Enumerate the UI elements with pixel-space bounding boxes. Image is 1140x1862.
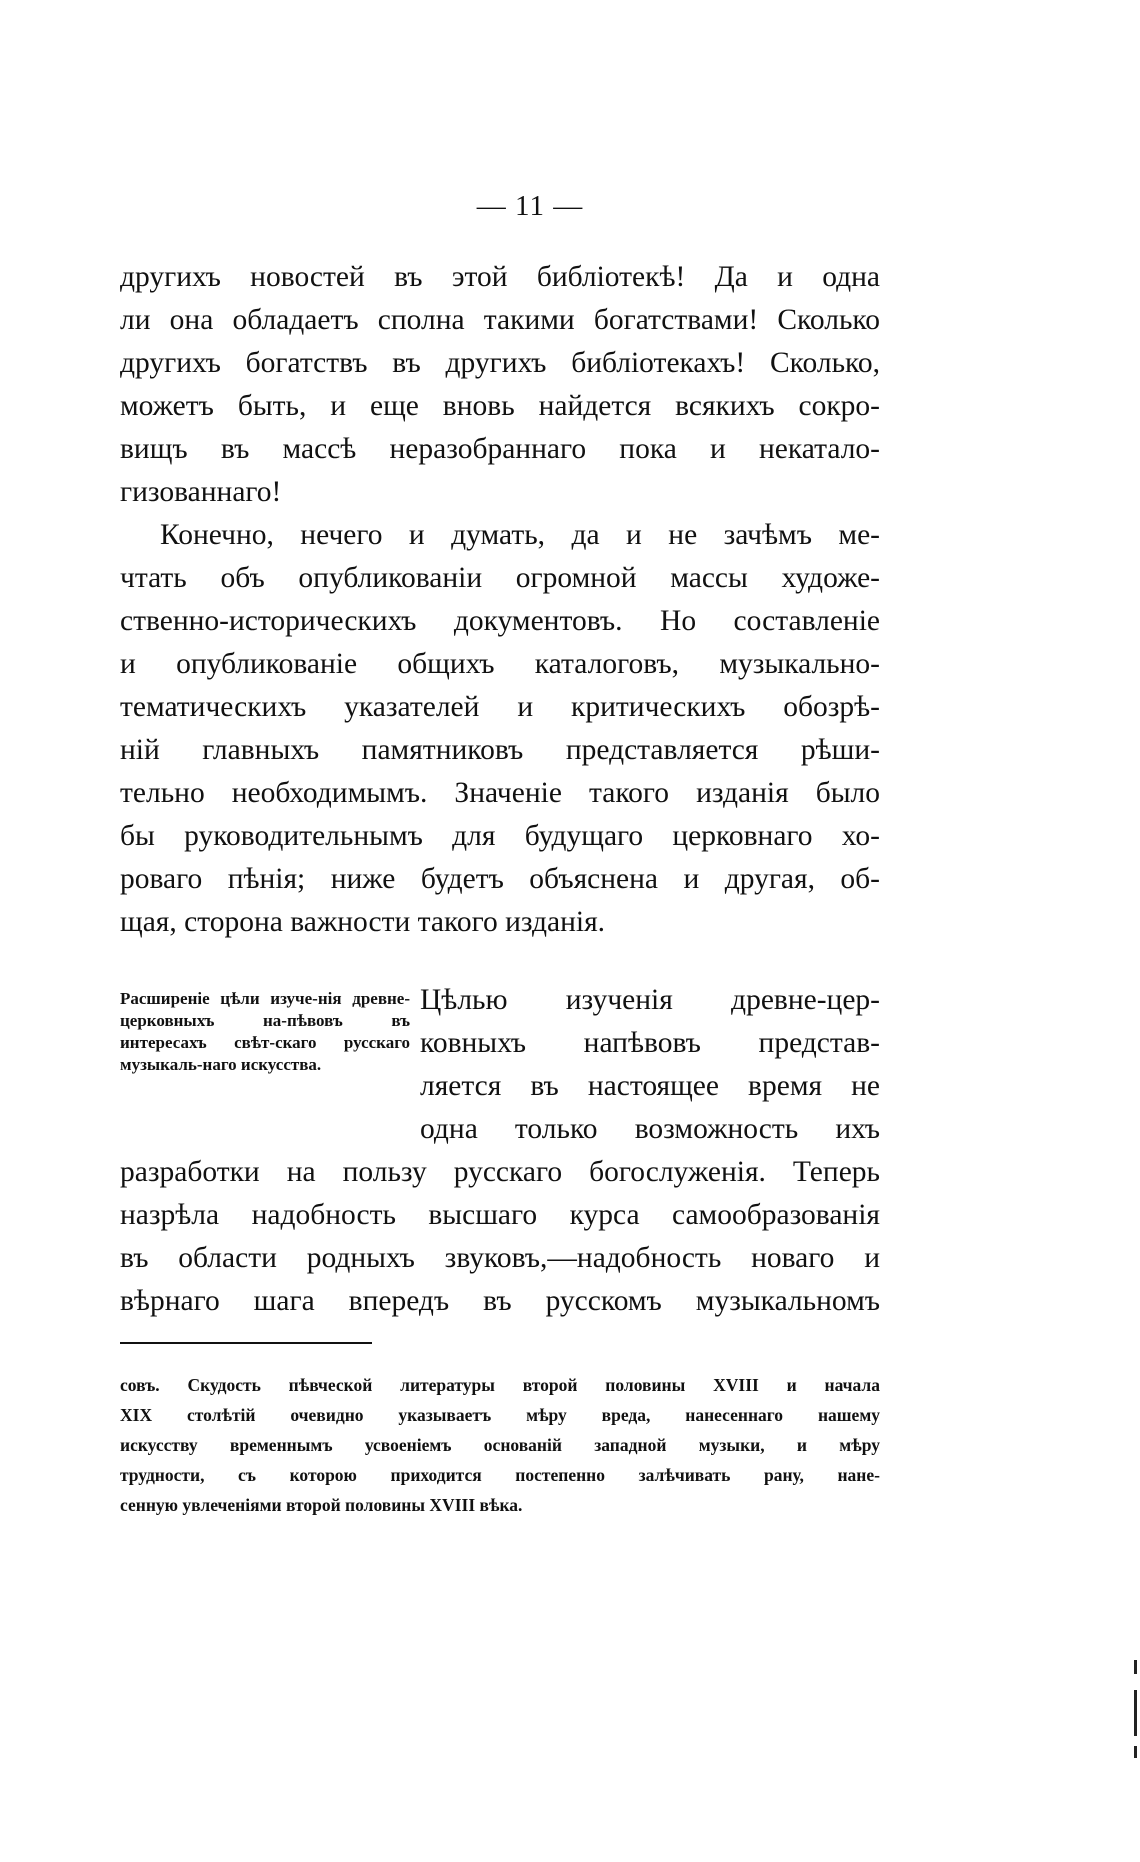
paragraph-1-line: можетъ быть, и еще вновь найдется всякихъ сокро- xyxy=(120,390,880,422)
paragraph-1-line: другихъ богатствъ въ другихъ библіотекахъ! Сколько, xyxy=(120,347,880,379)
footnote-line: XIX столѣтій очевидно указываетъ мѣру вреда, нанесеннаго нашему xyxy=(120,1405,880,1425)
paragraph-2-line: чтать объ опубликованіи огромной массы художе- xyxy=(120,562,880,594)
paragraph-2-line: ній главныхъ памятниковъ представляется рѣши- xyxy=(120,734,880,766)
paragraph-2-line: и опубликованіе общихъ каталоговъ, музыкально- xyxy=(120,648,880,680)
page-number: — 11 — xyxy=(476,190,584,222)
footnote-line: совъ. Скудость пѣвческой литературы второй половины XVIII и начала xyxy=(120,1375,880,1395)
paragraph-1-line: вищъ въ массѣ неразобраннаго пока и некатало- xyxy=(120,433,880,465)
paragraph-1-line: ли она обладаетъ сполна такими богатствами! Сколько xyxy=(120,304,880,336)
paragraph-2-line: бы руководительнымъ для будущаго церковнаго хо- xyxy=(120,820,880,852)
paragraph-2-line: щая, сторона важности такого изданія. xyxy=(120,906,606,938)
paragraph-2-line: тельно необходимымъ. Значеніе такого изданія было xyxy=(120,777,880,809)
paragraph-3-line: ковныхъ напѣвовъ представ- xyxy=(420,1027,880,1059)
paragraph-2-line: роваго пѣнія; ниже будетъ объяснена и другая, об- xyxy=(120,863,880,895)
paragraph-1-line: гизованнаго! xyxy=(120,476,282,508)
scan-edge-mark xyxy=(1134,1660,1137,1674)
scan-edge-mark xyxy=(1134,1746,1137,1758)
footnote-line: искусству временнымъ усвоеніемъ основаній западной музыки, и мѣру xyxy=(120,1435,880,1455)
paragraph-1-line: другихъ новостей въ этой библіотекѣ! Да и одна xyxy=(120,261,880,293)
footnote-line: сенную увлеченіями второй половины XVIII вѣка. xyxy=(120,1495,523,1515)
paragraph-3-line: ляется въ настоящее время не xyxy=(420,1070,880,1102)
paragraph-2-line: тематическихъ указателей и критическихъ обозрѣ- xyxy=(120,691,880,723)
paragraph-3-line: Цѣлью изученія древне-цер- xyxy=(420,984,880,1016)
paragraph-3-line: разработки на пользу русскаго богослуженія. Теперь xyxy=(120,1156,880,1188)
paragraph-3-line: назрѣла надобность высшаго курса самообразованія xyxy=(120,1199,880,1231)
paragraph-2-line: Конечно, нечего и думать, да и не зачѣмъ ме- xyxy=(160,519,880,551)
margin-note: Расширеніе цѣли изуче-нія древне-церковныхъ на-пѣвовъ въ интересахъ свѣт-скаго русскаго музыкаль-наго искусства. xyxy=(120,989,410,1074)
paragraph-3-line: вѣрнаго шага впередъ въ русскомъ музыкальномъ xyxy=(120,1285,880,1317)
paragraph-3-line: одна только возможность ихъ xyxy=(420,1113,880,1145)
footnote-rule xyxy=(120,1342,372,1344)
footnote-line: трудности, съ которою приходится постепенно залѣчивать рану, нане- xyxy=(120,1465,880,1485)
scan-edge-mark xyxy=(1134,1690,1137,1736)
paragraph-2-line: ственно-историческихъ документовъ. Но составленіе xyxy=(120,605,880,637)
paragraph-3-line: въ области родныхъ звуковъ,—надобность новаго и xyxy=(120,1242,880,1274)
